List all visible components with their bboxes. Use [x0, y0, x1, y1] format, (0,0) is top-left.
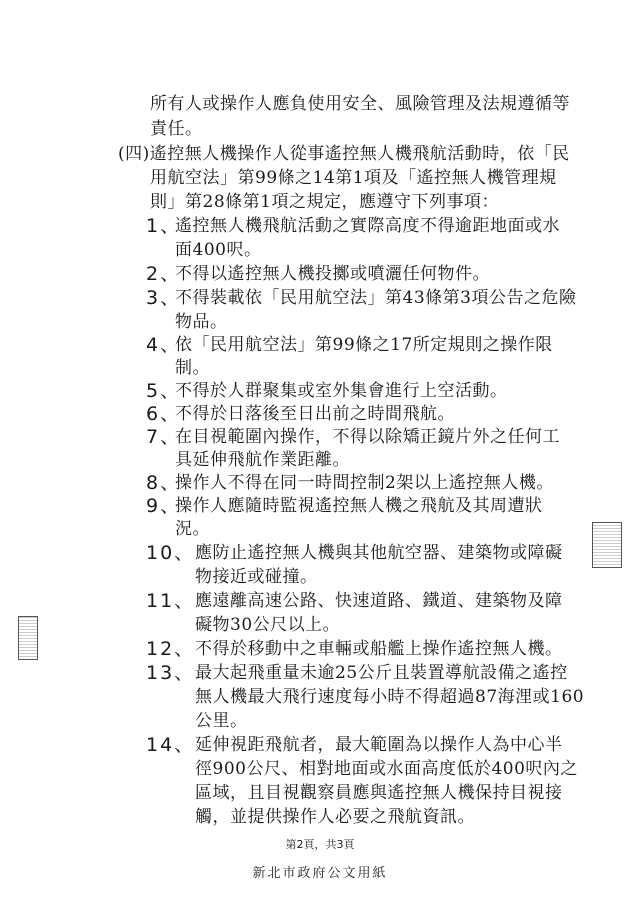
- text-line: 應防止遙控無人機與其他航空器、建築物或障礙: [195, 543, 563, 563]
- text-line: 不得於移動中之車輛或船艦上操作遙控無人機。: [195, 639, 563, 659]
- text-line: 則」第28條第1項之規定，應遵守下列事項：: [150, 192, 499, 212]
- text-line: 觸，並提供操作人必要之飛航資訊。: [195, 807, 475, 827]
- text-line: 面400呎。: [175, 240, 262, 260]
- item-number: 12、: [146, 638, 196, 660]
- text-line: 礙物30公尺以上。: [195, 615, 341, 635]
- item-number: 4、: [146, 334, 182, 356]
- text-line: 用航空法」第99條之14第1項及「遙控無人機管理規: [150, 168, 557, 188]
- text-line: 物品。: [175, 312, 228, 332]
- text-line: 所有人或操作人應負使用安全、風險管理及法規遵循等: [150, 94, 570, 114]
- text-line: 不得於人群聚集或室外集會進行上空活動。: [175, 381, 508, 401]
- paper-label: 新北市政府公文用紙: [252, 866, 388, 881]
- text-line: 公里。: [195, 711, 248, 731]
- seal-stamp-left: [18, 616, 38, 660]
- text-line: 具延伸飛航作業距離。: [175, 450, 350, 470]
- text-line: 責任。: [150, 119, 203, 139]
- item-number: 13、: [146, 662, 196, 684]
- item-number: 11、: [146, 590, 196, 612]
- text-line: 最大起飛重量未逾25公斤且裝置導航設備之遙控: [195, 663, 568, 683]
- item-number: 14、: [146, 734, 196, 756]
- text-line: 遙控無人機飛航活動之實際高度不得逾距地面或水: [175, 216, 560, 236]
- item-number: 1、: [146, 215, 182, 237]
- text-line: 操作人應隨時監視遙控無人機之飛航及其周遭狀: [175, 496, 543, 516]
- text-line: 應遠離高速公路、快速道路、鐵道、建築物及障: [195, 591, 563, 611]
- text-line: 依「民用航空法」第99條之17所定規則之操作限: [175, 335, 553, 355]
- text-line: 徑900公尺、相對地面或水面高度低於400呎內之: [195, 759, 578, 779]
- text-line: 操作人不得在同一時間控制2架以上遙控無人機。: [175, 473, 554, 493]
- item-number: 3、: [146, 287, 182, 309]
- text-line: 不得以遙控無人機投擲或噴灑任何物件。: [175, 264, 490, 284]
- item-number: 9、: [146, 495, 182, 517]
- item-number: 7、: [146, 426, 182, 448]
- item-number: 2、: [146, 263, 182, 285]
- page-number: 第2頁，共3頁: [285, 838, 355, 851]
- text-line: 況。: [175, 519, 210, 539]
- text-line: 延伸視距飛航者，最大範圍為以操作人為中心半: [195, 735, 563, 755]
- text-line: 制。: [175, 358, 210, 378]
- item-number: 10、: [146, 542, 196, 564]
- text-line: 物接近或碰撞。: [195, 567, 318, 587]
- item-number: 5、: [146, 380, 182, 402]
- text-line: 無人機最大飛行速度每小時不得超過87海浬或160: [195, 687, 585, 707]
- item-number: 6、: [146, 403, 182, 425]
- item-number: 8、: [146, 472, 182, 494]
- text-line: 區域，且目視觀察員應與遙控無人機保持目視接: [195, 783, 563, 803]
- text-line: 不得於日落後至日出前之時間飛航。: [175, 404, 455, 424]
- text-line: (四)遙控無人機操作人從事遙控無人機飛航活動時，依「民: [118, 144, 570, 164]
- seal-stamp-right: [592, 522, 622, 568]
- text-line: 在目視範圍內操作，不得以除矯正鏡片外之任何工: [175, 427, 560, 447]
- text-line: 不得裝載依「民用航空法」第43條第3項公告之危險: [175, 288, 577, 308]
